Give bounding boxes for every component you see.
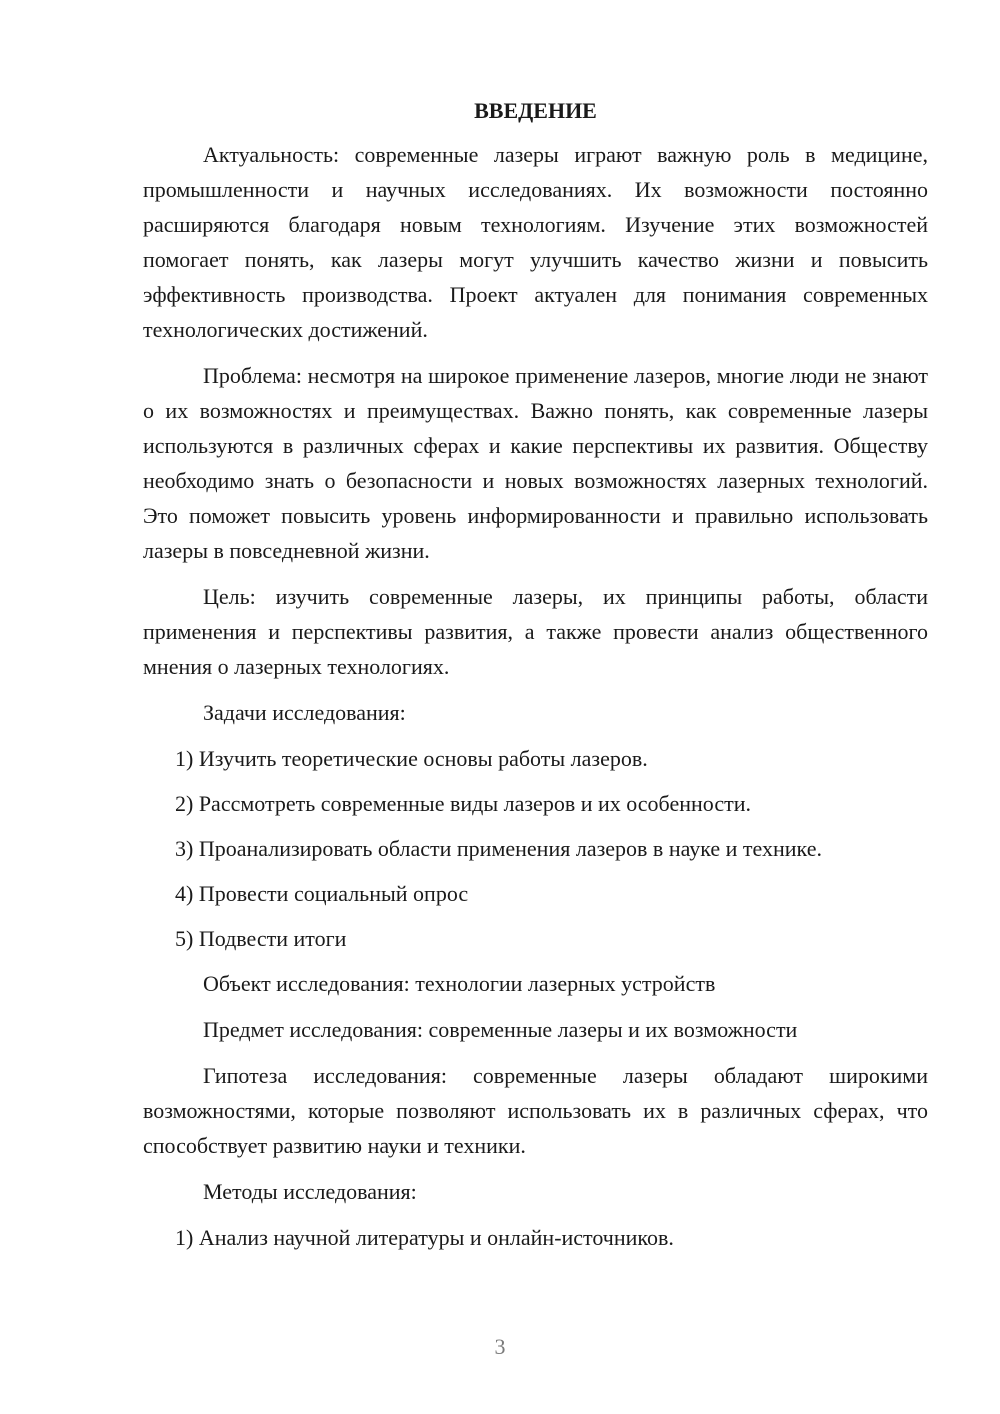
document-page — [143, 96, 928, 1265]
list-item: 1) Изучить теоретические основы работы лазеров. — [175, 746, 648, 771]
list-item: 4) Провести социальный опрос — [175, 881, 469, 906]
relevance-paragraph: Актуальность: современные лазеры играют важную роль в медицине, промышленности и научных исследованиях. Их возможности постоянно расширяются благодаря новым технологиям. Изучение этих возможностей помогает понять, как лазеры могут улучшить качество жизни и повысить эффективность производства. Проект актуален для понимания современных технологических достижений. — [143, 142, 928, 342]
goal-paragraph: Цель: изучить современные лазеры, их принципы работы, области применения и перспективы развития, а также провести анализ общественного мнения о лазерных технологиях. — [143, 584, 928, 679]
methods-heading: Методы исследования: — [203, 1179, 417, 1204]
hypothesis-paragraph: Гипотеза исследования: современные лазеры обладают широкими возможностями, которые позволяют использовать их в различных сферах, что способствует развитию науки и техники. — [143, 1063, 928, 1158]
subject-paragraph: Предмет исследования: современные лазеры и их возможности — [203, 1017, 798, 1042]
tasks-list — [143, 741, 928, 956]
tasks-heading: Задачи исследования: — [203, 700, 406, 725]
list-item: 1) Анализ научной литературы и онлайн-источников. — [175, 1225, 674, 1250]
list-item: 5) Подвести итоги — [175, 926, 347, 951]
object-paragraph: Объект исследования: технологии лазерных устройств — [203, 971, 716, 996]
page-number: 3 — [494, 1334, 506, 1359]
list-item: 2) Рассмотреть современные виды лазеров и их особенности. — [175, 791, 751, 816]
methods-list — [143, 1220, 928, 1255]
section-title: ВВЕДЕНИЕ — [474, 98, 597, 123]
list-item: 3) Проанализировать области применения лазеров в науке и технике. — [175, 836, 822, 861]
problem-paragraph: Проблема: несмотря на широкое применение лазеров, многие люди не знают о их возможностях и преимуществах. Важно понять, как современные лазеры используются в различных сферах и какие перспективы их развития. Обществу необходимо знать о безопасности и новых возможностях лазерных технологий. Это поможет повысить уровень информированности и правильно использовать лазеры в повседневной жизни. — [143, 363, 928, 563]
